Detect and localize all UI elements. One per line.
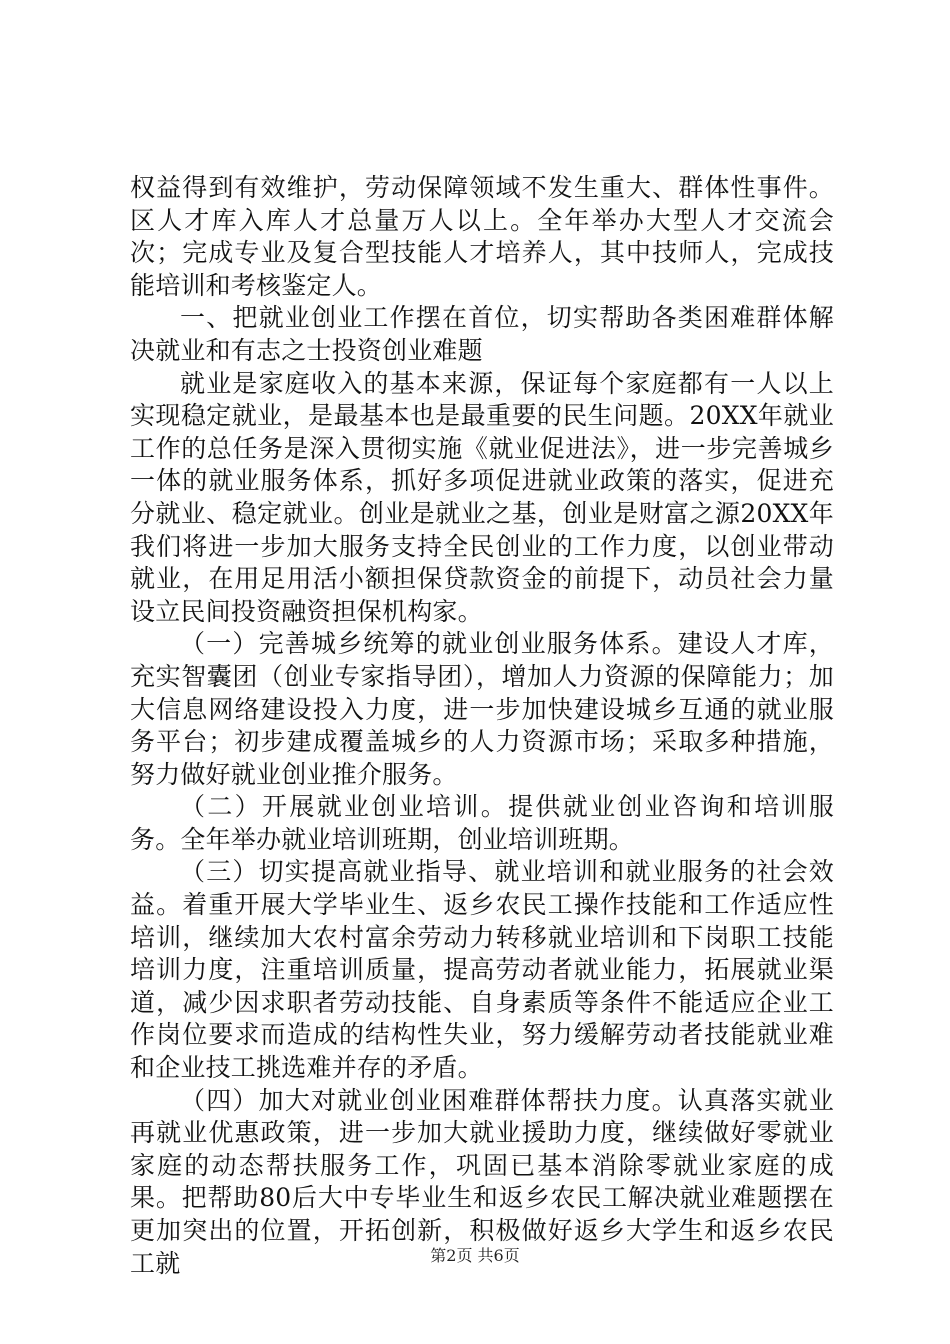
paragraph-continuation: 权益得到有效维护，劳动保障领域不发生重大、群体性事件。区人才库入库人才总量万人以上。全年举办大型人才交流会次；完成专业及复合型技能人才培养人，其中技师人，完成技能培训和考核鉴定人。 — [130, 173, 834, 300]
paragraph-item-4: （四）加大对就业创业困难群体帮扶力度。认真落实就业再就业优惠政策，进一步加大就业援助力度，继续做好零就业家庭的动态帮扶服务工作，巩固已基本消除零就业家庭的成果。把帮助80后大中专毕业生和返乡农民工解决就业难题摆在更加突出的位置，开拓创新，积极做好返乡大学生和返乡农民工就 — [130, 1085, 834, 1278]
paragraph-employment: 就业是家庭收入的基本来源，保证每个家庭都有一人以上实现稳定就业，是最基本也是最重要的民生问题。20XX年就业工作的总任务是深入贯彻实施《就业促进法》，进一步完善城乡一体的就业服务体系，抓好多项促进就业政策的落实，促进充分就业、稳定就业。创业是就业之基，创业是财富之源20XX年我们将进一步加大服务支持全民创业的工作力度，以创业带动就业，在用足用活小额担保贷款资金的前提下，动员社会力量设立民间投资融资担保机构家。 — [130, 368, 834, 626]
page-number-footer: 第2页 共6页 — [430, 1246, 520, 1265]
paragraph-item-3: （三）切实提高就业指导、就业培训和就业服务的社会效益。着重开展大学毕业生、返乡农民工操作技能和工作适应性培训，继续加大农村富余劳动力转移就业培训和下岗职工技能培训力度，注重培训质量，提高劳动者就业能力，拓展就业渠道，减少因求职者劳动技能、自身素质等条件不能适应企业工作岗位要求而造成的结构性失业，努力缓解劳动者技能就业难和企业技工挑选难并存的矛盾。 — [130, 857, 834, 1083]
paragraph-item-2: （二）开展就业创业培训。提供就业创业咨询和培训服务。全年举办就业培训班期，创业培训班期。 — [130, 792, 834, 854]
paragraph-item-1: （一）完善城乡统筹的就业创业服务体系。建设人才库，充实智囊团（创业专家指导团），增加人力资源的保障能力；加大信息网络建设投入力度，进一步加快建设城乡互通的就业服务平台；初步建成覆盖城乡的人力资源市场；采取多种措施，努力做好就业创业推介服务。 — [130, 629, 834, 789]
section-heading-1: 一、把就业创业工作摆在首位，切实帮助各类困难群体解决就业和有志之士投资创业难题 — [130, 303, 834, 365]
document-body — [130, 172, 834, 1280]
